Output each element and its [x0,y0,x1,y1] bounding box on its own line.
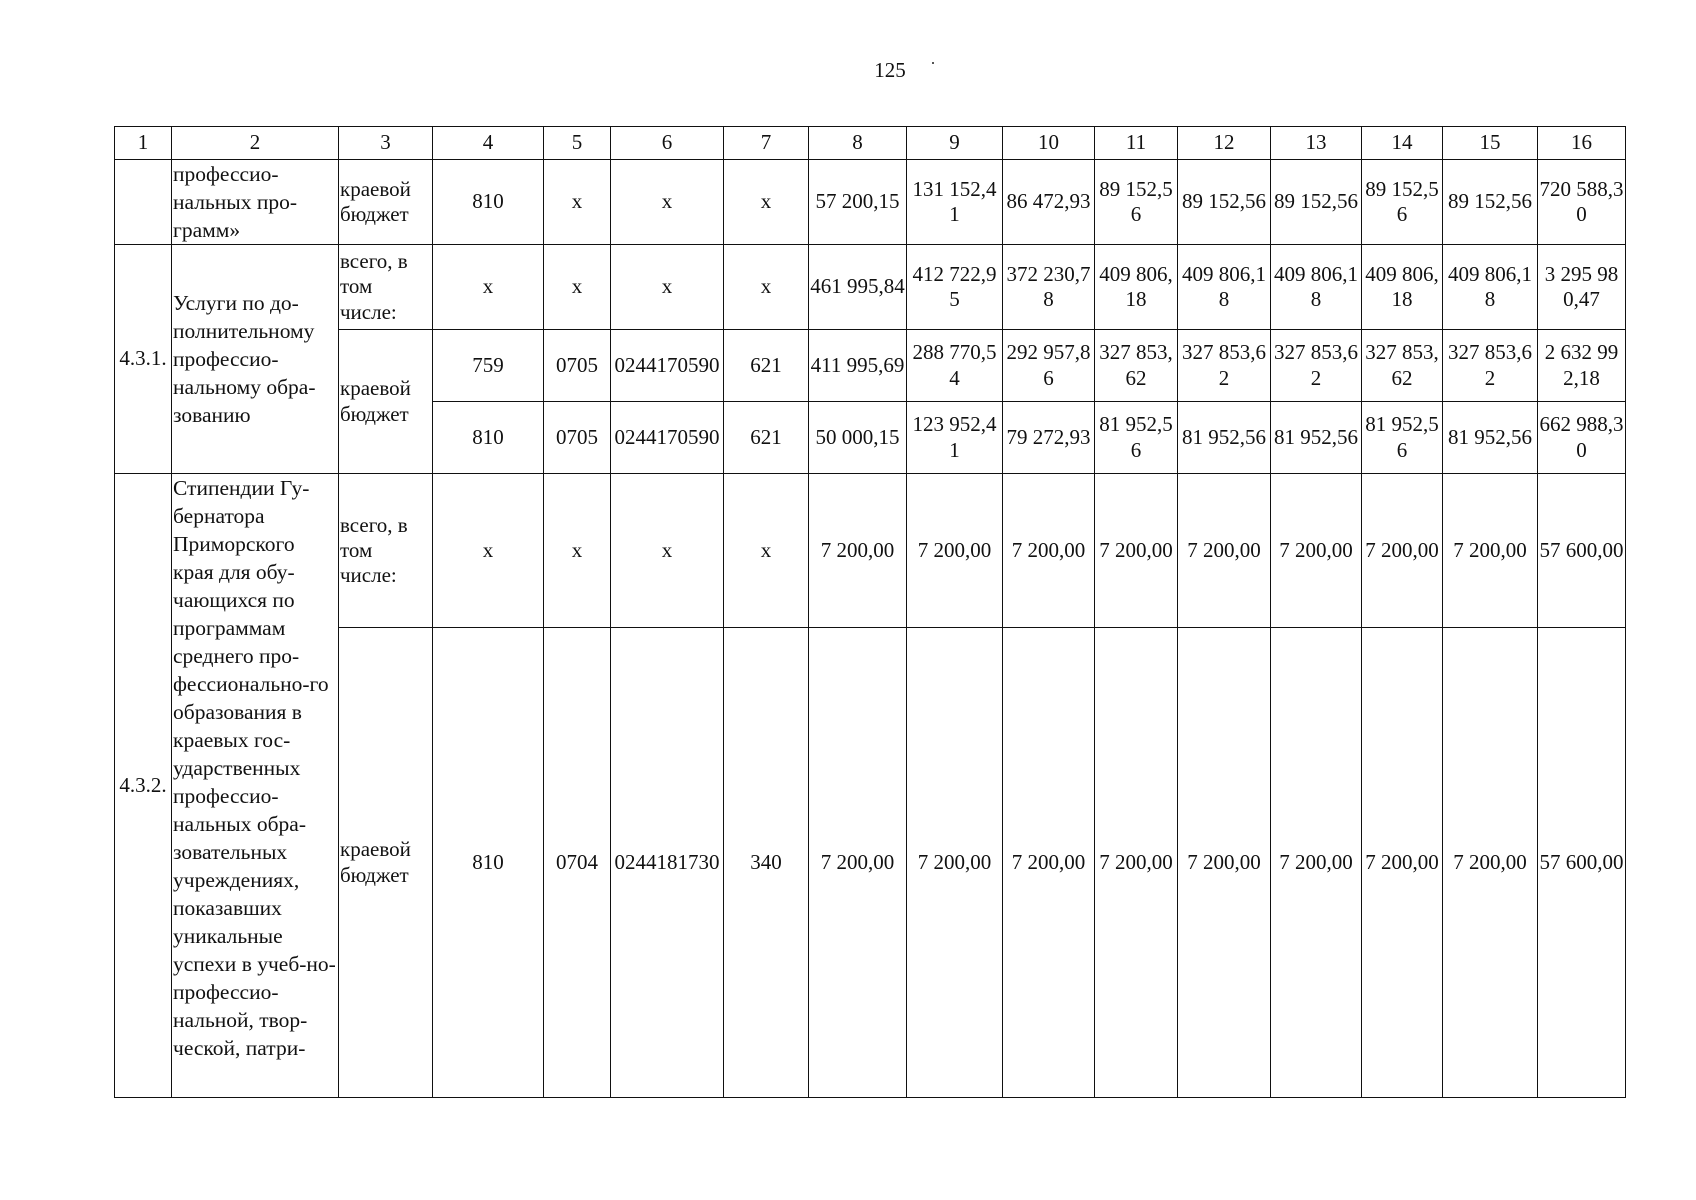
header-cell: 10 [1003,127,1095,160]
amount-cell: 411 995,69 [809,330,907,402]
amount-total-cell: 662 988,30 [1538,402,1626,474]
row-id-cell: 4.3.2. [115,474,172,1098]
amount-cell: 7 200,00 [1362,628,1443,1098]
amount-cell: 50 000,15 [809,402,907,474]
header-cell: 13 [1271,127,1362,160]
amount-total-cell: 57 600,00 [1538,628,1626,1098]
header-cell: 1 [115,127,172,160]
funding-source-cell: краевой бюджет [339,160,433,245]
code-cell: x [433,474,544,628]
table-row-continuation [115,160,1626,245]
code-cell: x [611,245,724,330]
amount-cell: 79 272,93 [1003,402,1095,474]
header-cell: 5 [544,127,611,160]
amount-cell: 327 853,62 [1095,330,1178,402]
amount-cell: 81 952,56 [1443,402,1538,474]
code-cell: 810 [433,628,544,1098]
funding-source-cell: краевой бюджет [339,330,433,474]
code-cell: 621 [724,330,809,402]
header-cell: 3 [339,127,433,160]
code-cell: x [611,160,724,245]
amount-cell: 292 957,86 [1003,330,1095,402]
amount-cell: 81 952,56 [1362,402,1443,474]
amount-total-cell: 720 588,30 [1538,160,1626,245]
amount-cell: 409 806,18 [1178,245,1271,330]
row-id-cell [115,160,172,245]
table-header-row [115,127,1626,160]
code-cell: x [544,245,611,330]
amount-cell: 7 200,00 [1443,628,1538,1098]
measure-name-cell: Услуги по до-полнительному профессио-нальному обра-зованию [172,245,339,474]
amount-cell: 327 853,62 [1178,330,1271,402]
header-cell: 7 [724,127,809,160]
amount-cell: 131 152,41 [907,160,1003,245]
code-cell: x [611,474,724,628]
code-cell: 0244170590 [611,402,724,474]
amount-cell: 327 853,62 [1362,330,1443,402]
amount-cell: 7 200,00 [1003,474,1095,628]
amount-cell: 89 152,56 [1443,160,1538,245]
table-row-431-budget-759 [115,330,1626,402]
code-cell: 0244170590 [611,330,724,402]
amount-cell: 81 952,56 [1178,402,1271,474]
code-cell: 0704 [544,628,611,1098]
amount-cell: 7 200,00 [1271,474,1362,628]
code-cell: x [433,245,544,330]
amount-cell: 81 952,56 [1271,402,1362,474]
amount-cell: 409 806,18 [1271,245,1362,330]
amount-cell: 89 152,56 [1095,160,1178,245]
amount-cell: 7 200,00 [1271,628,1362,1098]
page-number: 125 [874,58,906,82]
amount-cell: 86 472,93 [1003,160,1095,245]
header-cell: 8 [809,127,907,160]
header-cell: 6 [611,127,724,160]
amount-cell: 89 152,56 [1362,160,1443,245]
header-cell: 2 [172,127,339,160]
amount-total-cell: 2 632 992,18 [1538,330,1626,402]
measure-name-cell: Стипендии Гу-бернатора Приморского края для обу-чающихся по программам среднего про-фессионально-го образования в краевых гос-ударственных профессио-нальных обра-зовательных учреждениях, показавших уникальные успехи в учеб-но-профессио-нальной, твор-ческой, патри- [172,474,339,1098]
amount-cell: 7 200,00 [907,474,1003,628]
amount-cell: 7 200,00 [1443,474,1538,628]
table-row-432-total [115,474,1626,628]
header-cell: 16 [1538,127,1626,160]
table-row-431-total [115,245,1626,330]
amount-cell: 372 230,78 [1003,245,1095,330]
amount-cell: 7 200,00 [809,628,907,1098]
code-cell: 810 [433,160,544,245]
amount-cell: 409 806,18 [1095,245,1178,330]
header-cell: 11 [1095,127,1178,160]
amount-cell: 7 200,00 [1362,474,1443,628]
amount-cell: 412 722,95 [907,245,1003,330]
amount-cell: 89 152,56 [1178,160,1271,245]
budget-table [114,126,1626,1098]
amount-cell: 7 200,00 [1178,628,1271,1098]
funding-source-cell: всего, в том числе: [339,474,433,628]
code-cell: x [724,474,809,628]
funding-source-cell: всего, в том числе: [339,245,433,330]
amount-cell: 409 806,18 [1362,245,1443,330]
amount-cell: 288 770,54 [907,330,1003,402]
amount-cell: 7 200,00 [1003,628,1095,1098]
funding-source-cell: краевой бюджет [339,628,433,1098]
amount-cell: 57 200,15 [809,160,907,245]
measure-name-cell: профессио-нальных про-грамм» [172,160,339,245]
amount-cell: 7 200,00 [1178,474,1271,628]
amount-cell: 7 200,00 [907,628,1003,1098]
amount-cell: 7 200,00 [1095,474,1178,628]
amount-cell: 327 853,62 [1271,330,1362,402]
scan-speck [932,62,934,64]
header-cell: 15 [1443,127,1538,160]
code-cell: 759 [433,330,544,402]
code-cell: 0244181730 [611,628,724,1098]
code-cell: x [544,160,611,245]
amount-cell: 409 806,18 [1443,245,1538,330]
amount-cell: 327 853,62 [1443,330,1538,402]
amount-total-cell: 57 600,00 [1538,474,1626,628]
amount-cell: 7 200,00 [809,474,907,628]
header-cell: 9 [907,127,1003,160]
row-id-cell: 4.3.1. [115,245,172,474]
amount-cell: 461 995,84 [809,245,907,330]
code-cell: 621 [724,402,809,474]
code-cell: 810 [433,402,544,474]
code-cell: 0705 [544,402,611,474]
code-cell: x [724,160,809,245]
amount-cell: 89 152,56 [1271,160,1362,245]
code-cell: 0705 [544,330,611,402]
table-row-432-budget [115,628,1626,1098]
amount-cell: 123 952,41 [907,402,1003,474]
amount-cell: 7 200,00 [1095,628,1178,1098]
header-cell: 14 [1362,127,1443,160]
header-cell: 4 [433,127,544,160]
code-cell: x [724,245,809,330]
amount-total-cell: 3 295 980,47 [1538,245,1626,330]
amount-cell: 81 952,56 [1095,402,1178,474]
code-cell: 340 [724,628,809,1098]
header-cell: 12 [1178,127,1271,160]
code-cell: x [544,474,611,628]
